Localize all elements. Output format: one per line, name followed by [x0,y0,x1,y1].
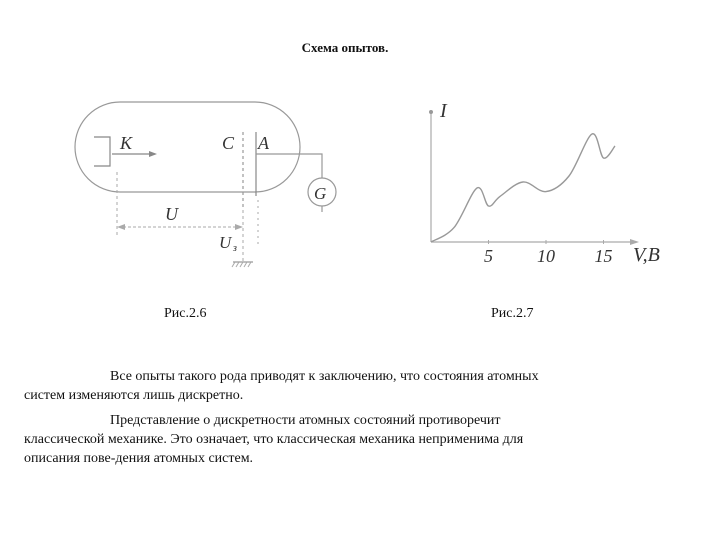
label-a: A [258,133,269,153]
paragraph-2-line-2: классической механике. Это означает, что классическая механика неприменима для [24,432,524,447]
fig7-caption: Рис.2.7 [491,306,534,321]
paragraph-2-line-3: описания пове-дения атомных систем. [24,451,254,466]
label-uz-sub: з [233,243,237,254]
data-curve [431,134,615,242]
label-k: K [120,133,133,153]
label-g: G [314,184,327,203]
x-tick-label-10: 10 [537,246,555,266]
x-tick-label-5: 5 [484,246,493,266]
x-tick-label-15: 15 [594,246,613,266]
y-axis-tip [429,110,433,114]
y-axis-label: I [440,100,447,122]
label-c: C [222,133,235,153]
label-uz: U [219,233,232,252]
paragraph-1-line-2: систем изменяются лишь дискретно. [24,388,244,403]
label-u: U [165,204,178,224]
x-axis-label: V,B [633,244,660,266]
fig6-caption: Рис.2.6 [164,306,207,321]
paragraph-2 [24,411,684,468]
page-title: Схема опытов. [301,40,389,55]
paragraph-1-line-1: Все опыты такого рода приводят к заключению, что состояния атомных [110,369,539,384]
paragraph-1 [24,367,684,405]
paragraph-2-line-1: Представление о дискретности атомных состояний противоречит [110,413,501,428]
